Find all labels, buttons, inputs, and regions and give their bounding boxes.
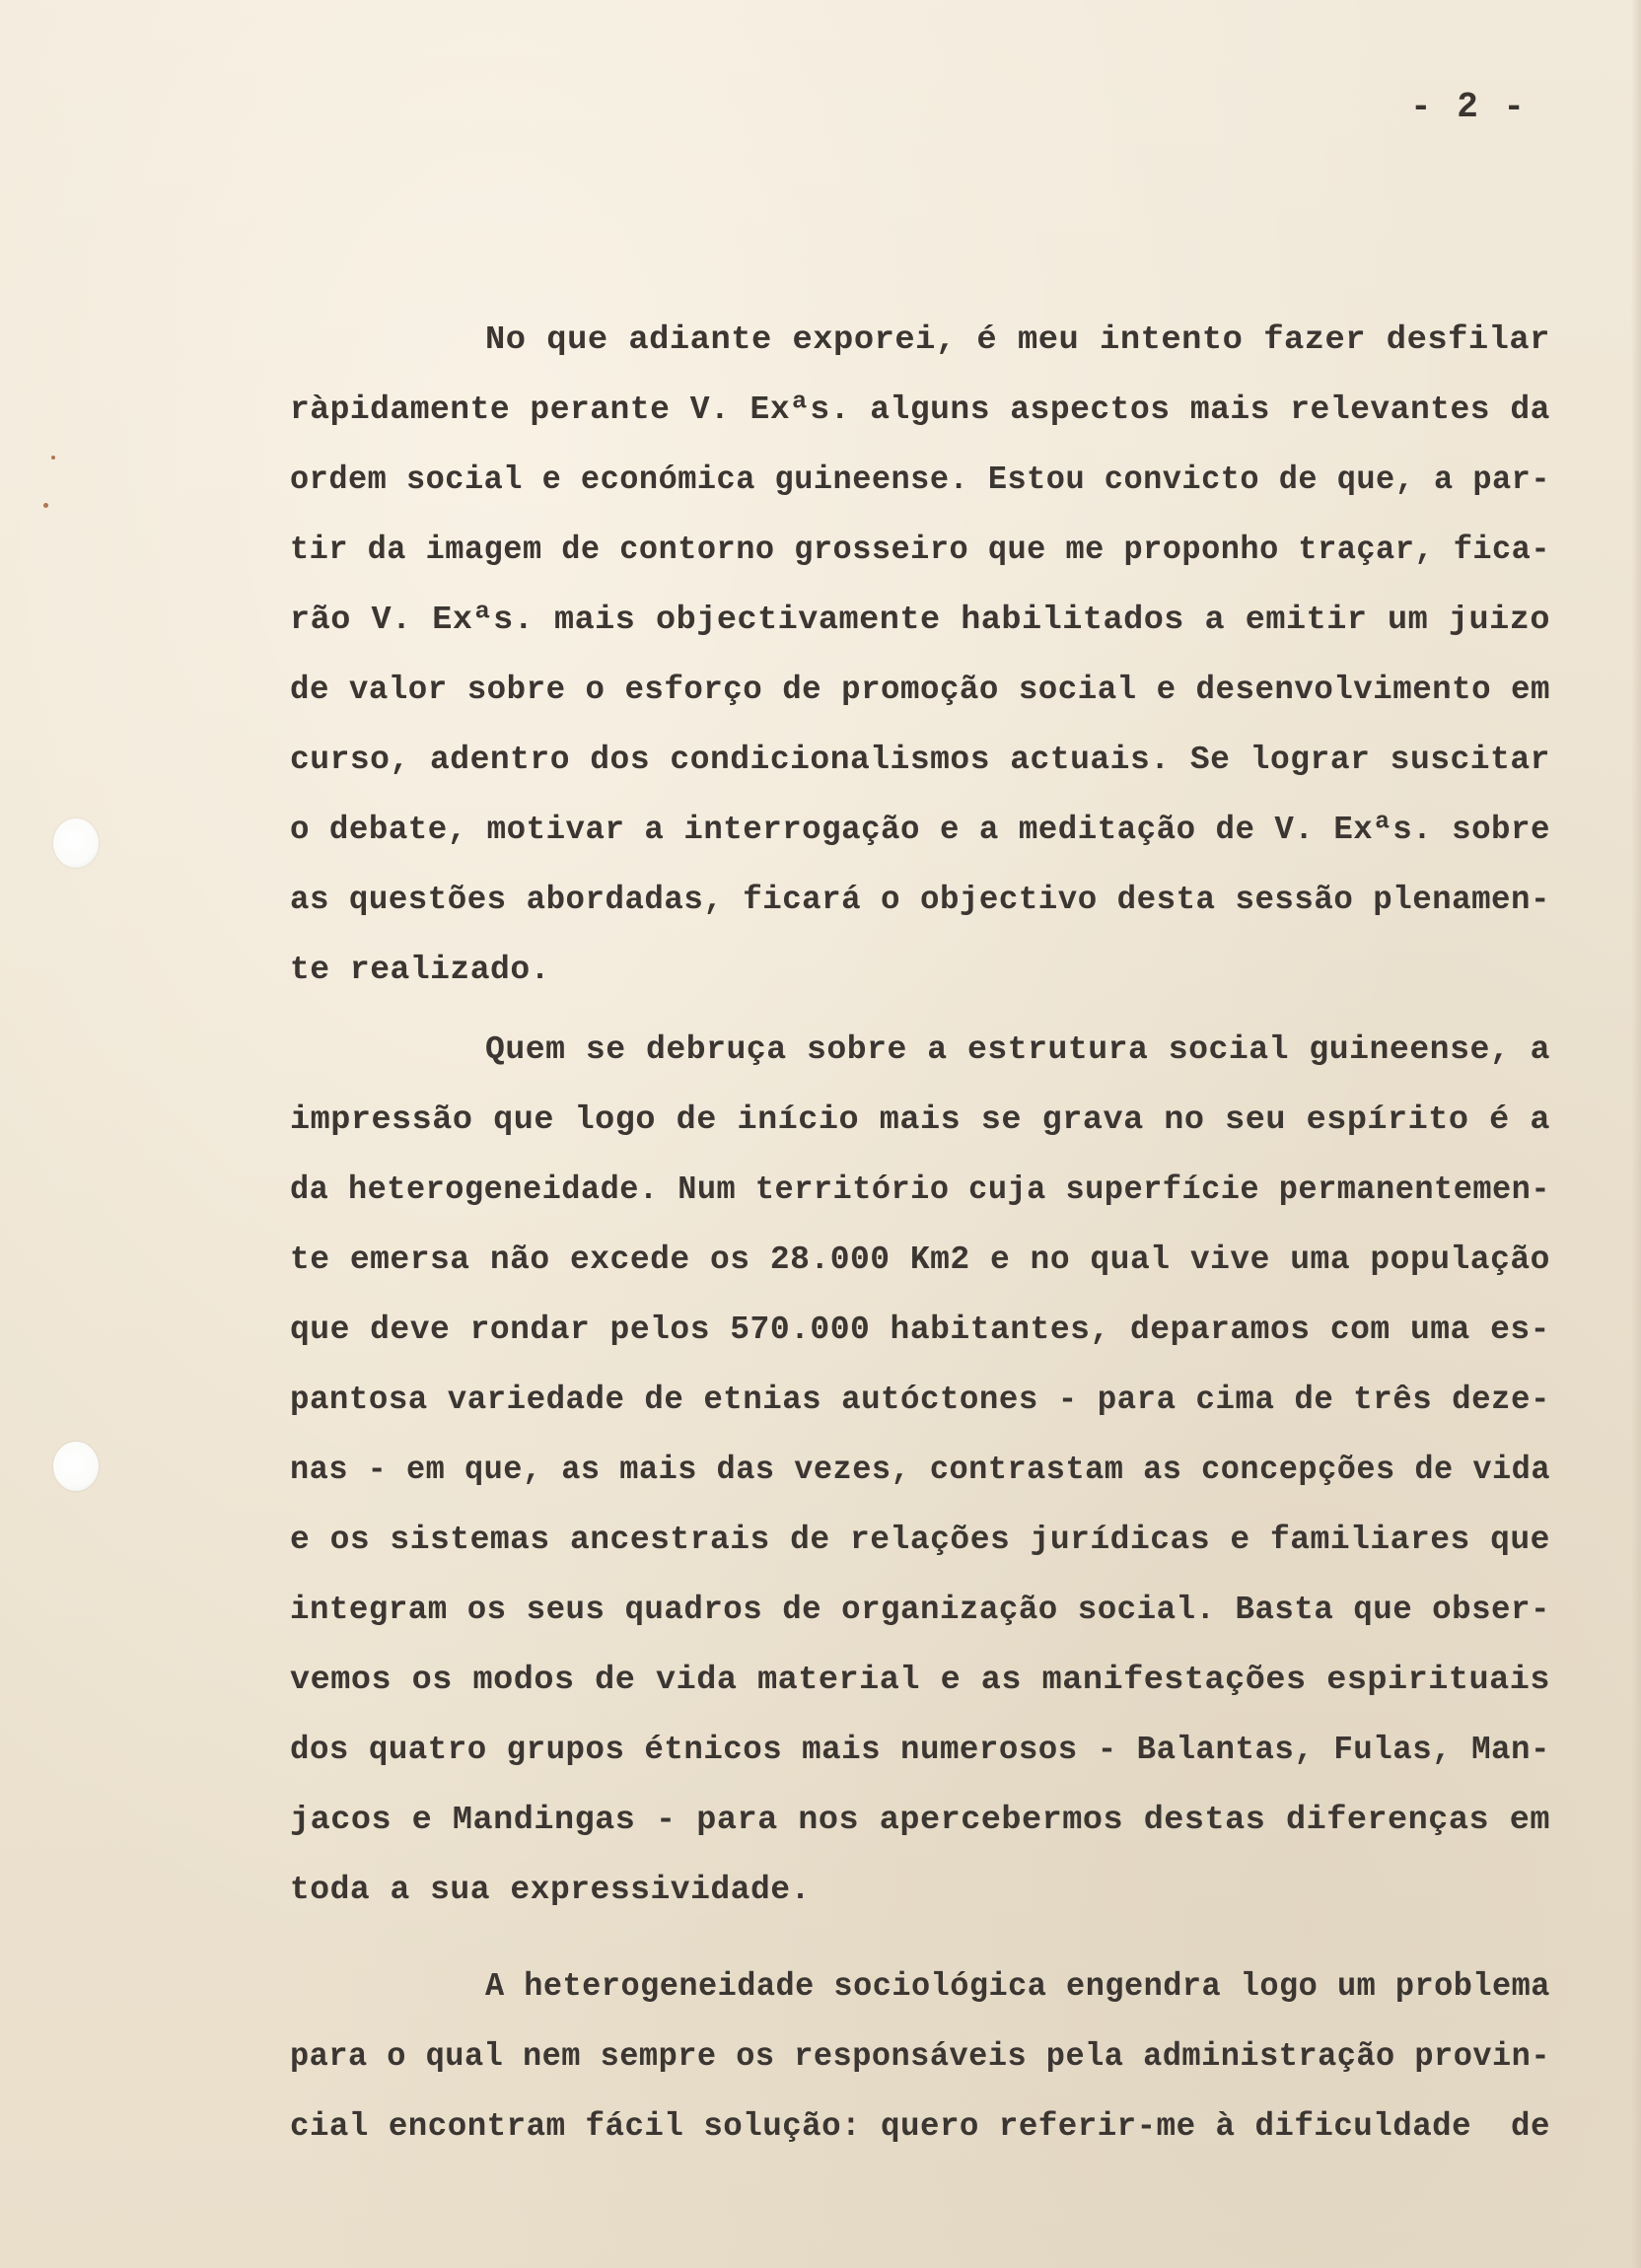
text-line: nas - em que, as mais das vezes, contrastam as concepções de vida bbox=[290, 1452, 1551, 1488]
text-line: A heterogeneidade sociológica engendra logo um problema bbox=[485, 1968, 1550, 2005]
page-number: - 2 - bbox=[1410, 87, 1528, 127]
text-line: de valor sobre o esforço de promoção social e desenvolvimento em bbox=[290, 672, 1550, 708]
text-line: te realizado. bbox=[290, 952, 550, 988]
text-line: No que adiante exporei, é meu intento fazer desfilar bbox=[485, 321, 1550, 358]
text-line: pantosa variedade de etnias autóctones - para cima de três deze- bbox=[290, 1382, 1550, 1418]
text-line: integram os seus quadros de organização social. Basta que obser- bbox=[290, 1592, 1550, 1628]
paper-speck bbox=[51, 456, 55, 460]
text-line: curso, adentro dos condicionalismos actuais. Se lograr suscitar bbox=[290, 742, 1550, 778]
text-line: o debate, motivar a interrogação e a meditação de V. Exªs. sobre bbox=[290, 812, 1550, 848]
text-line: jacos e Mandingas - para nos apercebermos destas diferenças em bbox=[290, 1802, 1550, 1838]
text-line: cial encontram fácil solução: quero referir-me à dificuldade de bbox=[290, 2108, 1550, 2145]
text-line: e os sistemas ancestrais de relações jurídicas e familiares que bbox=[290, 1522, 1550, 1558]
text-line: ràpidamente perante V. Exªs. alguns aspectos mais relevantes da bbox=[290, 391, 1550, 428]
text-line: para o qual nem sempre os responsáveis pela administração provin- bbox=[290, 2038, 1551, 2075]
text-line: Quem se debruça sobre a estrutura social guineense, a bbox=[485, 1031, 1550, 1068]
text-line: dos quatro grupos étnicos mais numerosos - Balantas, Fulas, Man- bbox=[290, 1732, 1550, 1768]
text-line: ordem social e económica guineense. Estou convicto de que, a par- bbox=[290, 461, 1551, 498]
text-line: impressão que logo de início mais se grava no seu espírito é a bbox=[290, 1101, 1550, 1138]
text-line: te emersa não excede os 28.000 Km2 e no qual vive uma população bbox=[290, 1241, 1550, 1278]
paper-edge bbox=[1631, 0, 1641, 2268]
text-line: as questões abordadas, ficará o objectivo desta sessão plenamen- bbox=[290, 882, 1550, 918]
paper-speck bbox=[43, 503, 48, 508]
text-line: vemos os modos de vida material e as manifestações espirituais bbox=[290, 1662, 1550, 1698]
punch-hole bbox=[53, 1442, 99, 1491]
text-line: da heterogeneidade. Num território cuja superfície permanentemen- bbox=[290, 1171, 1551, 1208]
text-line: toda a sua expressividade. bbox=[290, 1872, 811, 1908]
text-line: que deve rondar pelos 570.000 habitantes, deparamos com uma es- bbox=[290, 1311, 1550, 1348]
punch-hole bbox=[53, 818, 99, 868]
text-line: tir da imagem de contorno grosseiro que me proponho traçar, fica- bbox=[290, 532, 1551, 568]
text-line: rão V. Exªs. mais objectivamente habilitados a emitir um juizo bbox=[290, 602, 1550, 638]
